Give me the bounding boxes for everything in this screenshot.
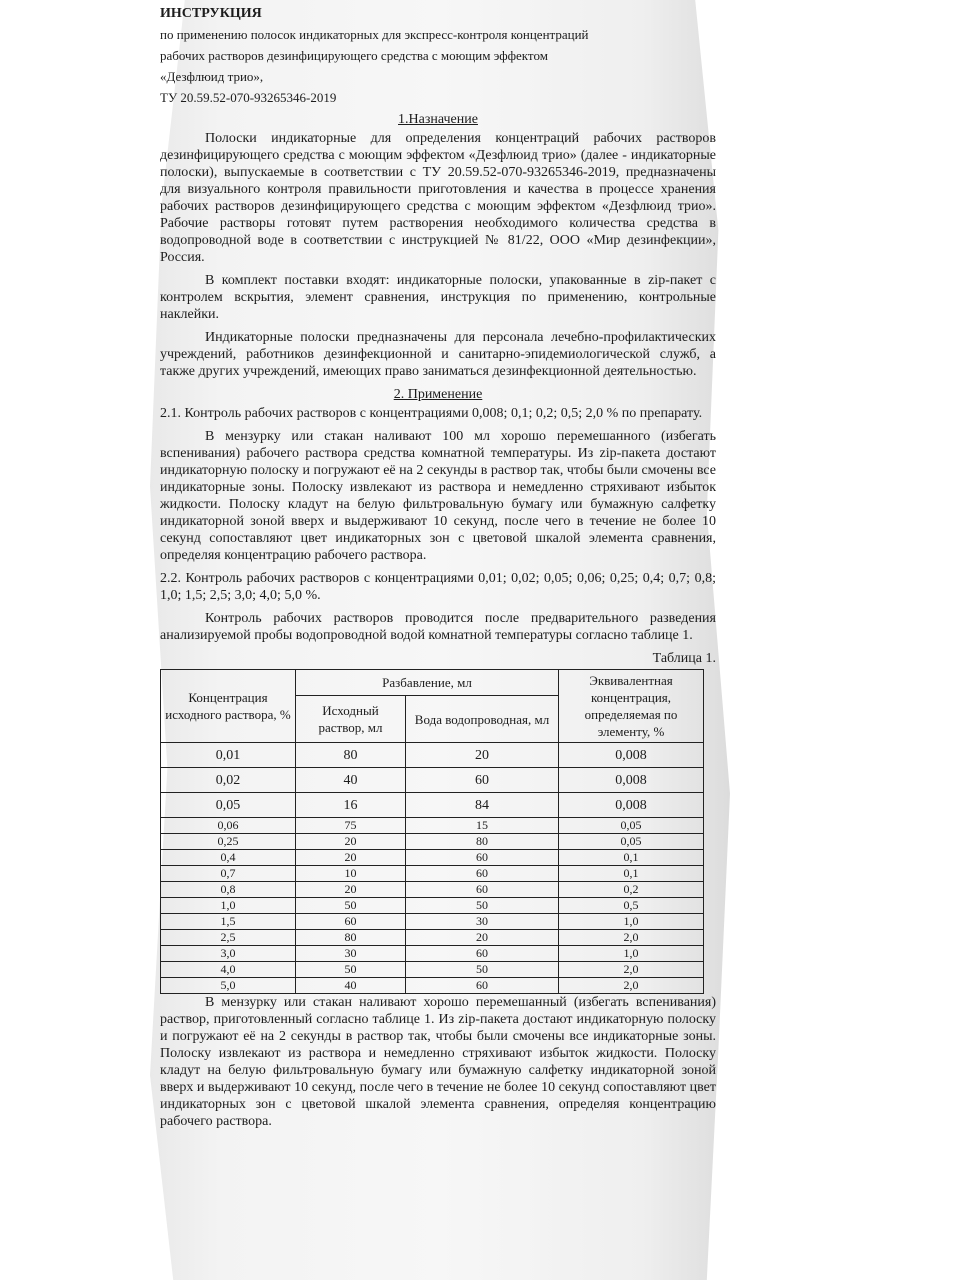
cell-concentration: 2,5	[161, 930, 296, 946]
table-row	[161, 793, 704, 818]
cell-concentration: 1,5	[161, 914, 296, 930]
cell-water-ml: 50	[406, 898, 559, 914]
cell-water-ml: 20	[406, 930, 559, 946]
instruction-document	[160, 6, 716, 1136]
cell-concentration: 0,01	[161, 743, 296, 768]
cell-equivalent: 0,5	[559, 898, 704, 914]
cell-water-ml: 20	[406, 743, 559, 768]
cell-water-ml: 60	[406, 768, 559, 793]
cell-source-ml: 80	[296, 930, 406, 946]
cell-water-ml: 60	[406, 866, 559, 882]
cell-source-ml: 20	[296, 882, 406, 898]
table-row	[161, 930, 704, 946]
section-1-paragraph-3: Индикаторные полоски предназначены для персонала лечебно-профилактических учреждений, работников дезинфекционной и санитарно-эпидемиологической служб, а также других учреждений, имеющих право заниматься дезинфекционной деятельностью.	[160, 330, 716, 379]
cell-water-ml: 60	[406, 850, 559, 866]
cell-water-ml: 84	[406, 793, 559, 818]
cell-water-ml: 50	[406, 962, 559, 978]
table-row	[161, 898, 704, 914]
section-1-heading: 1.Назначение	[398, 112, 478, 127]
header-dilution: Разбавление, мл	[296, 670, 559, 696]
doc-subtitle-line-1: по применению полосок индикаторных для экспресс-контроля концентраций	[160, 27, 589, 42]
cell-concentration: 0,7	[161, 866, 296, 882]
section-2-1-title: 2.1. Контроль рабочих растворов с концентрациями 0,008; 0,1; 0,2; 0,5; 2,0 % по препарату.	[160, 406, 703, 421]
cell-water-ml: 15	[406, 818, 559, 834]
table-row	[161, 768, 704, 793]
cell-concentration: 0,8	[161, 882, 296, 898]
section-2-2-body: Контроль рабочих растворов проводится после предварительного разведения анализируемой пробы водопроводной водой комнатной температуры согласно таблице 1.	[160, 611, 716, 643]
cell-source-ml: 20	[296, 834, 406, 850]
cell-water-ml: 60	[406, 978, 559, 994]
table-row	[161, 834, 704, 850]
cell-source-ml: 40	[296, 768, 406, 793]
section-1-paragraph-2: В комплект поставки входят: индикаторные полоски, упакованные в zip-пакет с контролем вскрытия, элемент сравнения, инструкция по применению, контрольные наклейки.	[160, 273, 716, 322]
table-row	[161, 743, 704, 768]
table-row	[161, 818, 704, 834]
cell-concentration: 1,0	[161, 898, 296, 914]
section-2-2-title: 2.2. Контроль рабочих растворов с концентрациями 0,01; 0,02; 0,05; 0,06; 0,25; 0,4; 0,7; 0,8; 1,0; 1,5; 2,5; 3,0; 4,0; 5,0 %.	[160, 571, 716, 603]
cell-equivalent: 0,05	[559, 818, 704, 834]
doc-subtitle-line-3: «Дезфлюид трио»,	[160, 69, 264, 84]
cell-source-ml: 20	[296, 850, 406, 866]
cell-equivalent: 2,0	[559, 962, 704, 978]
cell-equivalent: 1,0	[559, 946, 704, 962]
cell-concentration: 0,02	[161, 768, 296, 793]
cell-source-ml: 80	[296, 743, 406, 768]
table-body	[161, 743, 704, 994]
header-concentration: Концентрация исходного раствора, %	[161, 670, 296, 743]
table-row	[161, 946, 704, 962]
header-equivalent: Эквивалентная концентрация, определяемая по элементу, %	[559, 670, 704, 743]
cell-water-ml: 30	[406, 914, 559, 930]
cell-source-ml: 10	[296, 866, 406, 882]
cell-water-ml: 80	[406, 834, 559, 850]
cell-source-ml: 60	[296, 914, 406, 930]
cell-concentration: 0,05	[161, 793, 296, 818]
table-row	[161, 962, 704, 978]
cell-source-ml: 50	[296, 898, 406, 914]
section-1-paragraph-1: Полоски индикаторные для определения концентраций рабочих растворов дезинфицирующего средства с моющим эффектом «Дезфлюид трио» (далее - индикаторные полоски), выпускаемые в соответствии с ТУ 20.59.52-070-93265346-2019, предназначены для визуального контроля правильности приготовления и качества в процессе хранения рабочих растворов дезинфицирующего средства с моющим эффектом «Дезфлюид трио». Рабочие растворы готовят путем растворения необходимого количества средства в водопроводной воде в соответствии с инструкцией № 81/22, ООО «Мир дезинфекции», Россия.	[160, 131, 716, 265]
cell-source-ml: 16	[296, 793, 406, 818]
cell-source-ml: 40	[296, 978, 406, 994]
cell-equivalent: 0,008	[559, 793, 704, 818]
cell-concentration: 4,0	[161, 962, 296, 978]
table-caption: Таблица 1.	[652, 651, 716, 666]
section-2-heading: 2. Применение	[393, 387, 483, 402]
cell-water-ml: 60	[406, 946, 559, 962]
cell-source-ml: 75	[296, 818, 406, 834]
cell-concentration: 0,25	[161, 834, 296, 850]
header-source-solution: Исходный раствор, мл	[296, 696, 406, 743]
table-row	[161, 978, 704, 994]
table-row	[161, 866, 704, 882]
cell-source-ml: 50	[296, 962, 406, 978]
dilution-table	[160, 669, 704, 994]
cell-source-ml: 30	[296, 946, 406, 962]
table-row	[161, 850, 704, 866]
table-row	[161, 914, 704, 930]
after-table-paragraph: В мензурку или стакан наливают хорошо перемешанный (избегать вспенивания) раствор, приготовленный согласно таблице 1. Из zip-пакета достают индикаторную полоску и погружают её на 2 секунды в раствор так, чтобы были смочены все индикаторные зоны. Полоску извлекают из раствора и немедленно стряхивают избыток жидкости. Полоску кладут на белую фильтровальную бумагу или бумажную салфетку индикаторной зоной вверх и выдерживают 10 секунд, после чего в течение не более 10 секунд сопоставляют цвет индикаторных зон с цветовой шкалой элемента сравнения, определяя концентрацию рабочего раствора.	[160, 995, 716, 1129]
cell-equivalent: 0,05	[559, 834, 704, 850]
section-2-1-body: В мензурку или стакан наливают 100 мл хорошо перемешанного (избегать вспенивания) рабочего раствора средства комнатной температуры. Из zip-пакета достают индикаторную полоску и погружают её на 2 секунды в раствор так, чтобы были смочены все индикаторные зоны. Полоску извлекают из раствора и немедленно стряхивают избыток жидкости. Полоску кладут на белую фильтровальную бумагу или бумажную салфетку индикаторной зоной вверх и выдерживают 10 секунд, после чего в течение не более 10 секунд сопоставляют цвет индикаторных зон с цветовой шкалой элемента сравнения, определяя концентрацию рабочего раствора.	[160, 429, 716, 563]
cell-equivalent: 0,2	[559, 882, 704, 898]
cell-concentration: 5,0	[161, 978, 296, 994]
cell-equivalent: 0,1	[559, 866, 704, 882]
cell-equivalent: 0,1	[559, 850, 704, 866]
header-tap-water: Вода водопроводная, мл	[406, 696, 559, 743]
cell-equivalent: 0,008	[559, 743, 704, 768]
cell-concentration: 3,0	[161, 946, 296, 962]
doc-subtitle-line-2: рабочих растворов дезинфицирующего средства с моющим эффектом	[160, 48, 548, 63]
cell-concentration: 0,06	[161, 818, 296, 834]
cell-equivalent: 2,0	[559, 978, 704, 994]
cell-equivalent: 0,008	[559, 768, 704, 793]
cell-concentration: 0,4	[161, 850, 296, 866]
doc-spec-number: ТУ 20.59.52-070-93265346-2019	[160, 90, 337, 105]
doc-title: ИНСТРУКЦИЯ	[160, 6, 262, 21]
cell-equivalent: 2,0	[559, 930, 704, 946]
cell-equivalent: 1,0	[559, 914, 704, 930]
cell-water-ml: 60	[406, 882, 559, 898]
table-row	[161, 882, 704, 898]
